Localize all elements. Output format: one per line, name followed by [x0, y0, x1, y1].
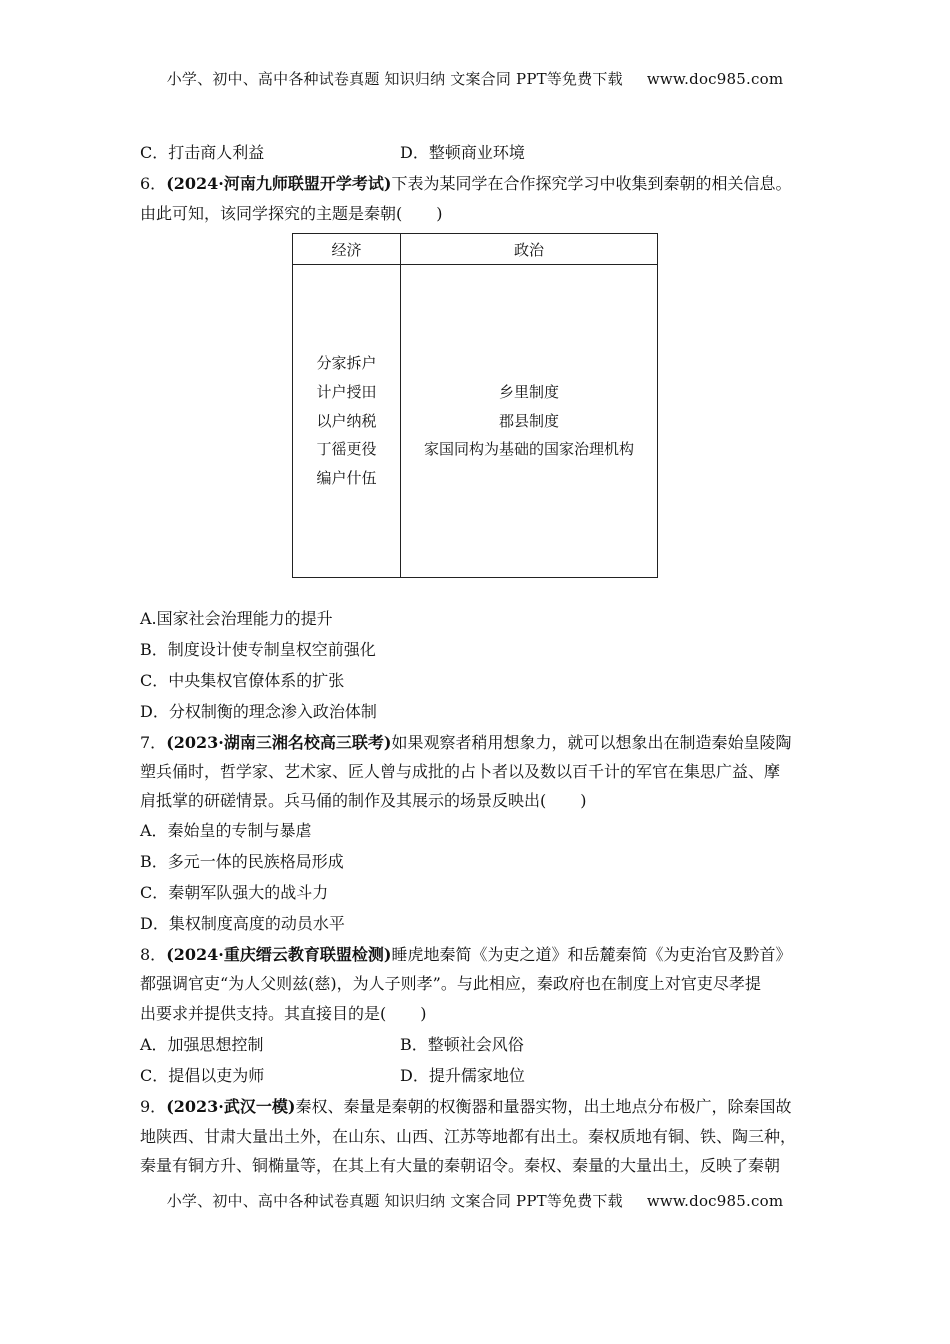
- q7-stem-line1: [140, 733, 791, 753]
- q8-stem3-close: ): [420, 1004, 427, 1023]
- q6-number: 6．: [140, 174, 167, 193]
- q5-option-c: C．打击商人利益: [140, 143, 265, 162]
- table-header-politics: 政治: [401, 234, 658, 265]
- q9-stem-line1: [140, 1097, 791, 1117]
- economy-item: 编户什伍: [316, 469, 377, 488]
- politics-item: 郡县制度: [498, 411, 559, 430]
- q6-stem-line2: [140, 204, 443, 224]
- q8-stem1: 睡虎地秦简《为吏之道》和岳麓秦简《为吏治官及黔首》: [391, 945, 792, 964]
- header-text: 小学、初中、高中各种试卷真题 知识归纳 文案合同 PPT等免费下载: [166, 70, 623, 88]
- q7-option-d: D．集权制度高度的动员水平: [140, 914, 345, 933]
- q6-info-table: [292, 233, 658, 578]
- economy-item: 以户纳税: [316, 411, 377, 430]
- q9-stem-line2: 地陕西、甘肃大量出土外，在山东、山西、江苏等地都有出土。秦权质地有铜、铁、陶三种，: [140, 1127, 797, 1146]
- q9-source: (2023·武汉一模): [166, 1097, 296, 1116]
- q6-stem2: 由此可知，该同学探究的主题是秦朝(: [140, 204, 403, 223]
- economy-item: 计户授田: [316, 382, 377, 401]
- q8-option-c: C．提倡以吏为师: [140, 1066, 265, 1085]
- q6-stem2-close: ): [436, 204, 443, 223]
- q7-number: 7．: [140, 733, 167, 752]
- q9-stem-line3: 秦量有铜方升、铜椭量等，在其上有大量的秦朝诏令。秦权、秦量的大量出土，反映了秦朝: [140, 1156, 781, 1175]
- table-cell-politics: [401, 265, 658, 578]
- q7-stem-line2: 塑兵俑时，哲学家、艺术家、匠人曾与成批的占卜者以及数以百千计的军官在集思广益、摩: [140, 762, 781, 781]
- footer-text: 小学、初中、高中各种试卷真题 知识归纳 文案合同 PPT等免费下载: [166, 1192, 623, 1210]
- q8-source: (2024·重庆缙云教育联盟检测): [166, 945, 392, 964]
- q5-option-d: D．整顿商业环境: [400, 143, 525, 162]
- q8-option-a: A．加强思想控制: [140, 1035, 264, 1054]
- q9-number: 9．: [140, 1097, 167, 1116]
- q7-option-b: B．多元一体的民族格局形成: [140, 852, 344, 871]
- q8-number: 8．: [140, 945, 167, 964]
- economy-item: 分家拆户: [316, 354, 377, 373]
- header-url[interactable]: www.doc985.com: [646, 70, 784, 88]
- economy-item: 丁徭更役: [316, 440, 377, 459]
- footer-url[interactable]: www.doc985.com: [646, 1192, 784, 1210]
- q6-option-c: C．中央集权官僚体系的扩张: [140, 671, 345, 690]
- politics-item: 家国同构为基础的国家治理机构: [423, 440, 634, 459]
- q9-stem1: 秦权、秦量是秦朝的权衡器和量器实物，出土地点分布极广，除秦国故: [295, 1097, 792, 1116]
- q7-stem1: 如果观察者稍用想象力，就可以想象出在制造秦始皇陵陶: [391, 733, 792, 752]
- page-header: [0, 68, 950, 89]
- q6-stem1: 下表为某同学在合作探究学习中收集到秦朝的相关信息。: [391, 174, 792, 193]
- q6-option-d: D．分权制衡的理念渗入政治体制: [140, 702, 377, 721]
- q8-option-d: D．提升儒家地位: [400, 1066, 525, 1085]
- table-header-economy: 经济: [293, 234, 401, 265]
- q7-option-a: A．秦始皇的专制与暴虐: [140, 821, 312, 840]
- q7-source: (2023·湖南三湘名校高三联考): [166, 733, 392, 752]
- q7-option-c: C．秦朝军队强大的战斗力: [140, 883, 329, 902]
- q6-stem-line1: [140, 174, 791, 194]
- q7-stem3-close: ): [580, 791, 587, 810]
- q6-option-b: B．制度设计使专制皇权空前强化: [140, 640, 376, 659]
- politics-item: 乡里制度: [498, 382, 559, 401]
- table-cell-economy: [293, 265, 401, 578]
- page-footer: [0, 1190, 950, 1211]
- q8-option-b: B．整顿社会风俗: [400, 1035, 524, 1054]
- q8-stem-line2: 都强调官吏“为人父则兹(慈)，为人子则孝”。与此相应，秦政府也在制度上对官吏尽孝提: [140, 974, 761, 993]
- q7-stem-line3: [140, 791, 587, 811]
- q6-source: (2024·河南九师联盟开学考试): [166, 174, 392, 193]
- q6-option-a: A.国家社会治理能力的提升: [140, 609, 333, 628]
- q8-stem-line3: [140, 1004, 427, 1024]
- q8-stem-line1: [140, 945, 791, 965]
- q7-stem3: 肩抵掌的研磋情景。兵马俑的制作及其展示的场景反映出(: [140, 791, 547, 810]
- q8-stem3: 出要求并提供支持。其直接目的是(: [140, 1004, 387, 1023]
